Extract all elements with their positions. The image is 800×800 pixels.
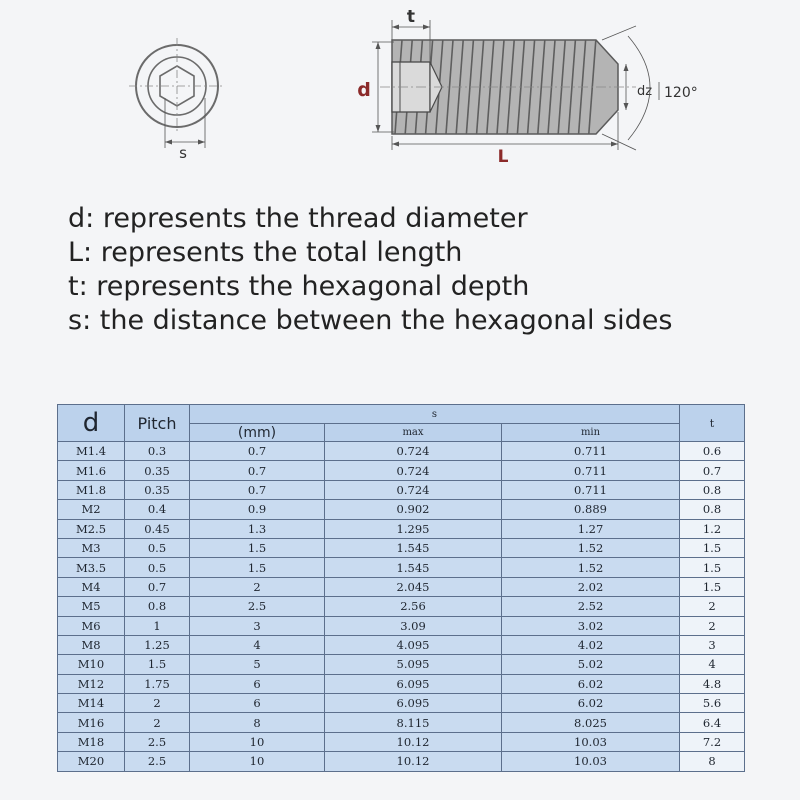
cell-t: 2 bbox=[680, 597, 745, 616]
cell-s-min: 10.03 bbox=[502, 732, 680, 751]
table-row bbox=[58, 655, 745, 674]
header-pitch: Pitch bbox=[125, 405, 190, 442]
cell-pitch: 0.5 bbox=[125, 538, 190, 557]
cell-s-nominal: 4 bbox=[190, 635, 325, 654]
cell-t: 8 bbox=[680, 752, 745, 771]
cell-t: 6.4 bbox=[680, 713, 745, 732]
cell-s-max: 0.724 bbox=[325, 442, 502, 461]
cell-s-nominal: 2.5 bbox=[190, 597, 325, 616]
cell-d: M2.5 bbox=[58, 519, 125, 538]
cell-s-max: 6.095 bbox=[325, 674, 502, 693]
s-label: s bbox=[179, 144, 187, 162]
cell-s-min: 6.02 bbox=[502, 694, 680, 713]
cell-t: 2 bbox=[680, 616, 745, 635]
cell-pitch: 0.45 bbox=[125, 519, 190, 538]
cell-s-max: 1.295 bbox=[325, 519, 502, 538]
cell-pitch: 0.3 bbox=[125, 442, 190, 461]
table-row bbox=[58, 616, 745, 635]
cell-s-min: 10.03 bbox=[502, 752, 680, 771]
spec-table bbox=[57, 404, 745, 772]
cell-t: 0.8 bbox=[680, 480, 745, 499]
header-t: t bbox=[680, 405, 745, 442]
cell-d: M5 bbox=[58, 597, 125, 616]
table-row bbox=[58, 558, 745, 577]
cell-s-min: 0.889 bbox=[502, 500, 680, 519]
cell-s-nominal: 1.5 bbox=[190, 538, 325, 557]
technical-drawing bbox=[0, 0, 800, 200]
cell-pitch: 1.75 bbox=[125, 674, 190, 693]
d-label: d bbox=[357, 79, 371, 101]
cell-s-max: 6.095 bbox=[325, 694, 502, 713]
cell-s-min: 1.27 bbox=[502, 519, 680, 538]
cell-pitch: 0.8 bbox=[125, 597, 190, 616]
cell-t: 0.7 bbox=[680, 461, 745, 480]
header-mm: (mm) bbox=[190, 424, 325, 442]
table-row bbox=[58, 713, 745, 732]
legend bbox=[68, 202, 672, 338]
table-row bbox=[58, 538, 745, 557]
cell-d: M6 bbox=[58, 616, 125, 635]
cell-s-nominal: 0.7 bbox=[190, 480, 325, 499]
header-s: s bbox=[190, 405, 680, 424]
cell-s-max: 1.545 bbox=[325, 558, 502, 577]
cell-s-min: 2.02 bbox=[502, 577, 680, 596]
cell-d: M1.6 bbox=[58, 461, 125, 480]
cell-s-min: 1.52 bbox=[502, 558, 680, 577]
cell-pitch: 0.7 bbox=[125, 577, 190, 596]
cell-s-nominal: 6 bbox=[190, 674, 325, 693]
cell-d: M8 bbox=[58, 635, 125, 654]
cell-s-max: 8.115 bbox=[325, 713, 502, 732]
t-arrow-right bbox=[423, 25, 430, 30]
cell-pitch: 0.35 bbox=[125, 480, 190, 499]
cell-t: 7.2 bbox=[680, 732, 745, 751]
cell-d: M12 bbox=[58, 674, 125, 693]
dz-label: dz bbox=[637, 84, 653, 99]
cell-s-nominal: 5 bbox=[190, 655, 325, 674]
cell-s-nominal: 10 bbox=[190, 732, 325, 751]
cell-t: 0.6 bbox=[680, 442, 745, 461]
cell-s-nominal: 0.7 bbox=[190, 442, 325, 461]
cell-pitch: 1.5 bbox=[125, 655, 190, 674]
cell-s-max: 5.095 bbox=[325, 655, 502, 674]
cell-pitch: 0.5 bbox=[125, 558, 190, 577]
cell-s-max: 0.902 bbox=[325, 500, 502, 519]
table-row bbox=[58, 635, 745, 654]
header-d: d bbox=[58, 405, 125, 442]
cell-s-nominal: 10 bbox=[190, 752, 325, 771]
cell-s-nominal: 1.3 bbox=[190, 519, 325, 538]
table-row bbox=[58, 519, 745, 538]
legend-line-s: s: the distance between the hexagonal sides bbox=[68, 305, 673, 336]
cell-s-max: 3.09 bbox=[325, 616, 502, 635]
table-row bbox=[58, 500, 745, 519]
angle-label: 120° bbox=[664, 85, 698, 101]
cell-s-max: 0.724 bbox=[325, 461, 502, 480]
table-row bbox=[58, 694, 745, 713]
table-row bbox=[58, 597, 745, 616]
cell-s-max: 4.095 bbox=[325, 635, 502, 654]
cell-t: 3 bbox=[680, 635, 745, 654]
cell-s-max: 1.545 bbox=[325, 538, 502, 557]
cell-s-nominal: 8 bbox=[190, 713, 325, 732]
cell-s-max: 0.724 bbox=[325, 480, 502, 499]
cell-t: 5.6 bbox=[680, 694, 745, 713]
cell-d: M20 bbox=[58, 752, 125, 771]
cell-t: 0.8 bbox=[680, 500, 745, 519]
legend-line-t: t: represents the hexagonal depth bbox=[68, 271, 530, 302]
header-max: max bbox=[325, 424, 502, 442]
cell-s-min: 6.02 bbox=[502, 674, 680, 693]
cell-t: 4 bbox=[680, 655, 745, 674]
cell-d: M2 bbox=[58, 500, 125, 519]
table-row bbox=[58, 577, 745, 596]
dz-arrow-top bbox=[624, 64, 629, 71]
cell-d: M14 bbox=[58, 694, 125, 713]
cell-s-min: 0.711 bbox=[502, 442, 680, 461]
cell-s-min: 8.025 bbox=[502, 713, 680, 732]
cell-s-nominal: 2 bbox=[190, 577, 325, 596]
header-min: min bbox=[502, 424, 680, 442]
cell-pitch: 1.25 bbox=[125, 635, 190, 654]
cell-pitch: 2 bbox=[125, 713, 190, 732]
cell-t: 1.2 bbox=[680, 519, 745, 538]
cell-s-nominal: 0.7 bbox=[190, 461, 325, 480]
cell-d: M1.8 bbox=[58, 480, 125, 499]
d-arrow-top bbox=[376, 42, 381, 49]
dz-arrow-bottom bbox=[624, 103, 629, 110]
cell-pitch: 0.35 bbox=[125, 461, 190, 480]
table-row bbox=[58, 752, 745, 771]
cell-pitch: 2 bbox=[125, 694, 190, 713]
cell-t: 4.8 bbox=[680, 674, 745, 693]
table-row bbox=[58, 674, 745, 693]
cell-s-max: 10.12 bbox=[325, 752, 502, 771]
s-arrow-right bbox=[198, 140, 205, 145]
d-arrow-bottom bbox=[376, 125, 381, 132]
cell-s-nominal: 1.5 bbox=[190, 558, 325, 577]
cell-t: 1.5 bbox=[680, 577, 745, 596]
cell-pitch: 2.5 bbox=[125, 752, 190, 771]
cell-s-min: 4.02 bbox=[502, 635, 680, 654]
table-row bbox=[58, 442, 745, 461]
cell-s-max: 2.045 bbox=[325, 577, 502, 596]
L-label: L bbox=[497, 147, 509, 167]
cell-d: M3.5 bbox=[58, 558, 125, 577]
cell-t: 1.5 bbox=[680, 538, 745, 557]
cell-s-min: 0.711 bbox=[502, 480, 680, 499]
cell-s-nominal: 3 bbox=[190, 616, 325, 635]
cell-s-max: 10.12 bbox=[325, 732, 502, 751]
cell-s-min: 3.02 bbox=[502, 616, 680, 635]
cell-s-min: 2.52 bbox=[502, 597, 680, 616]
cell-d: M16 bbox=[58, 713, 125, 732]
table-row bbox=[58, 461, 745, 480]
cell-d: M18 bbox=[58, 732, 125, 751]
L-arrow-right bbox=[611, 142, 618, 147]
cell-s-max: 2.56 bbox=[325, 597, 502, 616]
cell-d: M4 bbox=[58, 577, 125, 596]
cell-s-min: 1.52 bbox=[502, 538, 680, 557]
table-row bbox=[58, 480, 745, 499]
cell-s-nominal: 0.9 bbox=[190, 500, 325, 519]
legend-line-d: d: represents the thread diameter bbox=[68, 203, 528, 234]
end-view bbox=[129, 38, 225, 162]
t-arrow-left bbox=[392, 25, 399, 30]
cell-pitch: 2.5 bbox=[125, 732, 190, 751]
L-arrow-left bbox=[392, 142, 399, 147]
cell-pitch: 1 bbox=[125, 616, 190, 635]
cell-t: 1.5 bbox=[680, 558, 745, 577]
cell-d: M10 bbox=[58, 655, 125, 674]
s-arrow-left bbox=[165, 140, 172, 145]
cell-s-min: 0.711 bbox=[502, 461, 680, 480]
cell-pitch: 0.4 bbox=[125, 500, 190, 519]
cell-s-min: 5.02 bbox=[502, 655, 680, 674]
cell-d: M1.4 bbox=[58, 442, 125, 461]
t-label: t bbox=[406, 7, 416, 27]
side-view bbox=[357, 7, 698, 167]
table-row bbox=[58, 732, 745, 751]
spec-table-body bbox=[58, 442, 745, 772]
cell-d: M3 bbox=[58, 538, 125, 557]
spec-table-header bbox=[58, 405, 745, 442]
cell-s-nominal: 6 bbox=[190, 694, 325, 713]
angle-leader-top bbox=[602, 26, 636, 40]
legend-line-L: L: represents the total length bbox=[68, 237, 463, 268]
